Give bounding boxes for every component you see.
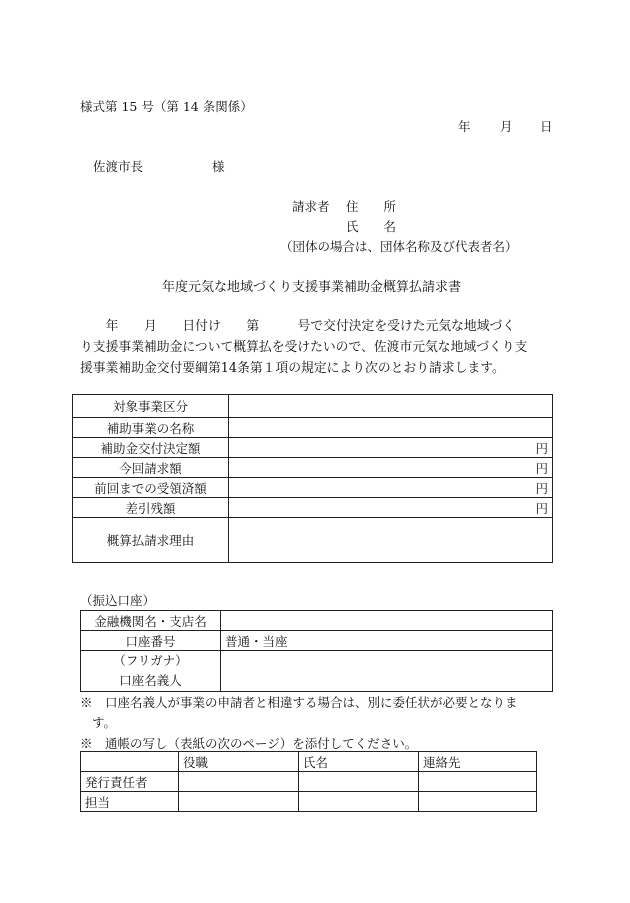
- contact-table: [80, 751, 537, 812]
- row-label-target-category: 対象事業区分: [73, 395, 229, 418]
- header-contact: 連絡先: [419, 752, 537, 772]
- table-row: [73, 418, 553, 438]
- row-label-project-name: 補助事業の名称: [73, 418, 229, 438]
- issuer-position[interactable]: [179, 772, 299, 792]
- staff-name[interactable]: [299, 792, 419, 812]
- project-name-value[interactable]: [229, 418, 553, 438]
- account-number-label: 口座番号: [81, 631, 221, 651]
- issuer-name[interactable]: [299, 772, 419, 792]
- row-label-current-claim: 今回請求額: [73, 458, 229, 478]
- account-holder-value[interactable]: [221, 651, 553, 692]
- header-position: 役職: [179, 752, 299, 772]
- table-row: [73, 498, 553, 518]
- issuer-contact[interactable]: [419, 772, 537, 792]
- table-row: [73, 478, 553, 498]
- row-label-decided-amount: 補助金交付決定額: [73, 438, 229, 458]
- table-row: [81, 651, 553, 692]
- bank-section-label: （振込口座）: [80, 593, 156, 608]
- claim-table: [72, 394, 553, 563]
- date-day-label: 日: [540, 119, 553, 134]
- row-label-reason: 概算払請求理由: [73, 518, 229, 563]
- row-label-previously-received: 前回までの受領済額: [73, 478, 229, 498]
- header-name: 氏名: [299, 752, 419, 772]
- note-1-line-2: す。: [92, 715, 117, 730]
- table-row: [73, 458, 553, 478]
- addressee: 佐渡市長: [93, 159, 144, 174]
- account-type-value[interactable]: 普通・当座: [221, 631, 553, 651]
- current-claim-value[interactable]: 円: [229, 458, 553, 478]
- date-year-label: 年: [458, 119, 471, 134]
- organization-note: （団体の場合は、団体名称及び代表者名）: [280, 239, 518, 254]
- date-month-label: 月: [500, 119, 513, 134]
- staff-contact[interactable]: [419, 792, 537, 812]
- name-label: 氏 名: [346, 219, 397, 234]
- previously-received-value[interactable]: 円: [229, 478, 553, 498]
- body-line-1: 年 月 日付け 第 号で交付決定を受けた元気な地域づく: [80, 319, 516, 334]
- body-line-3: 援事業補助金交付要綱第14条第１項の規定により次のとおり請求します。: [80, 361, 505, 376]
- document-title: 年度元気な地域づくり支援事業補助金概算払請求書: [162, 280, 462, 295]
- table-row: [73, 438, 553, 458]
- decided-amount-value[interactable]: 円: [229, 438, 553, 458]
- table-row: [81, 792, 537, 812]
- table-row: [81, 611, 553, 631]
- remaining-value[interactable]: 円: [229, 498, 553, 518]
- bank-table: [80, 610, 553, 692]
- target-category-value[interactable]: [229, 395, 553, 418]
- table-row: [81, 772, 537, 792]
- staff-position[interactable]: [179, 792, 299, 812]
- header-blank: [81, 752, 179, 772]
- institution-label: 金融機関名・支店名: [81, 611, 221, 631]
- address-label: 住 所: [346, 199, 397, 214]
- institution-value[interactable]: [221, 611, 553, 631]
- note-1-line-1: ※ 口座名義人が事業の申請者と相違する場合は、別に委任状が必要となりま: [80, 695, 518, 710]
- row-label-remaining: 差引残額: [73, 498, 229, 518]
- table-row: [81, 631, 553, 651]
- body-line-2: り支援事業補助金について概算払を受けたいので、佐渡市元気な地域づくり支: [80, 340, 528, 355]
- claimant-label: 請求者: [292, 199, 330, 214]
- reason-value[interactable]: [229, 518, 553, 563]
- table-header-row: [81, 752, 537, 772]
- furigana-label: （フリガナ）: [113, 653, 188, 668]
- row-label-staff: 担当: [81, 792, 179, 812]
- form-number: 様式第 15 号（第 14 条関係）: [80, 99, 253, 114]
- note-2: ※ 通帳の写し（表紙の次のページ）を添付してください。: [80, 736, 418, 751]
- row-label-issuer: 発行責任者: [81, 772, 179, 792]
- table-row: [73, 395, 553, 418]
- holder-label: 口座名義人: [119, 673, 182, 688]
- table-row: [73, 518, 553, 563]
- honorific: 様: [212, 159, 225, 174]
- account-holder-label-cell: [81, 651, 221, 692]
